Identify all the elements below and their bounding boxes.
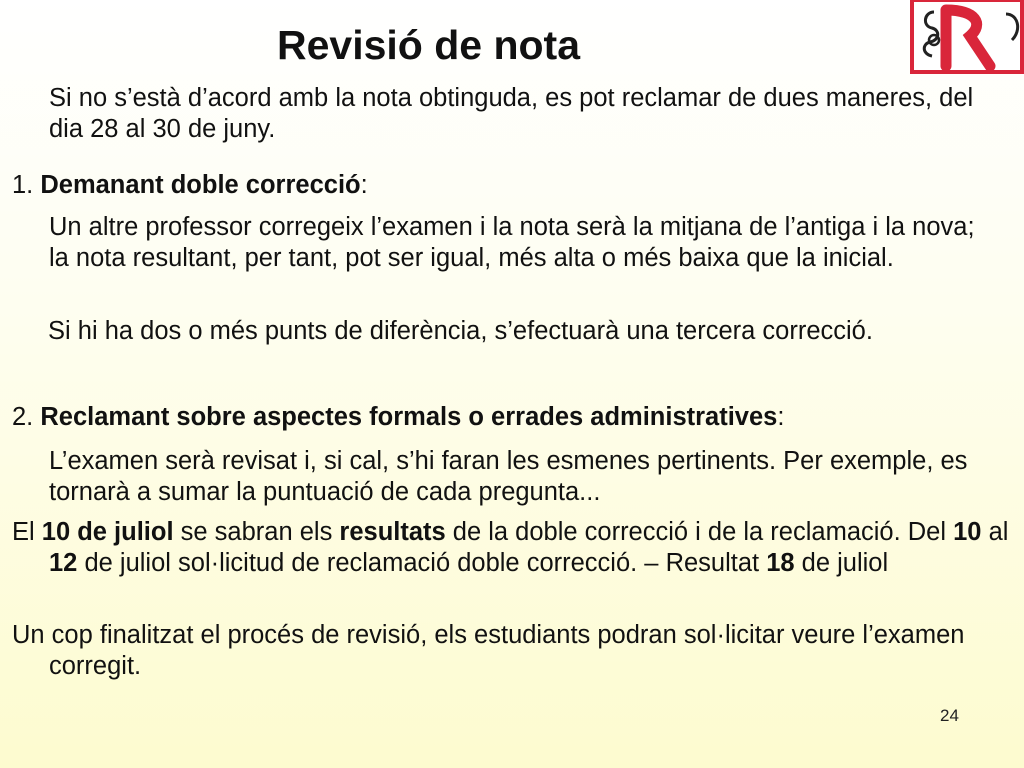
page-number: 24 <box>940 706 959 725</box>
section-1-paragraph-2: Si hi ha dos o més punts de diferència, s’efectuarà una tercera correcció. <box>48 317 873 345</box>
intro-text: Si no s’està d’acord amb la nota obtinguda, es pot reclamar de dues maneres, del dia 28 al 30 de juny. <box>49 84 974 143</box>
section-2-paragraph-1: L’examen serà revisat i, si cal, s’hi faran les esmenes pertinents. Per exemple, es tornarà a sumar la puntuació de cada pregunta... <box>49 447 968 506</box>
institution-logo-icon <box>906 0 1024 76</box>
closing-paragraph: Un cop finalitzat el procés de revisió, els estudiants podran sol·licitar veure l’examen corregit. <box>12 621 965 680</box>
page-title: Revisió de nota <box>277 22 581 68</box>
section-1-paragraph-1: Un altre professor corregeix l’examen i la nota serà la mitjana de l’antiga i la nova; la nota resultant, per tant, pot ser igual, més alta o més baixa que la inicial. <box>49 213 975 272</box>
section-1-heading: 1. Demanant doble correcció: <box>12 171 368 199</box>
section-2-heading: 2. Reclamant sobre aspectes formals o errades administratives: <box>12 403 785 431</box>
results-paragraph: El 10 de juliol se sabran els resultats de la doble correcció i de la reclamació. Del 10 al 12 de juliol sol·licitud de reclamació doble correcció. – Resultat 18 de juliol <box>12 518 1009 577</box>
